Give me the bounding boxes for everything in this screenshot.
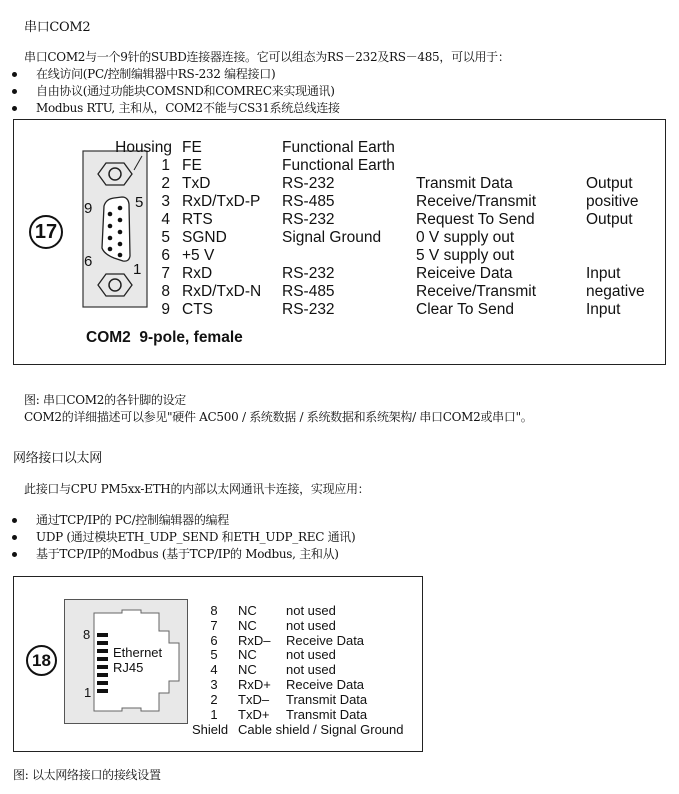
section-title-com2: 串口COM2 — [24, 20, 91, 35]
figure-number-badge: 18 — [26, 645, 57, 676]
bullet-icon — [12, 518, 17, 523]
list-item: Modbus RTU, 主和从，COM2不能与CS31系统总线连接 — [36, 101, 340, 115]
pin-label-5: 5 — [135, 194, 144, 211]
figure-inner-caption: COM2 9-pole, female — [86, 329, 243, 346]
pin-label-9: 9 — [84, 200, 93, 217]
description-column: not used not used Receive Data not used not used Receive Data Transmit Data Transmit Data — [286, 603, 368, 722]
figure-note-com2: COM2的详细描述可以参见"硬件 AC500 / 系统数据 / 系统数据和系统架构/ 串口COM2或串口"。 — [24, 410, 533, 424]
figure-com2-pinout — [13, 119, 666, 365]
rj45-pin-label-1: 1 — [84, 685, 92, 700]
pin-label-1: 1 — [133, 261, 142, 278]
bullet-icon — [12, 72, 17, 77]
bullet-icon — [12, 535, 17, 540]
bullet-icon — [12, 89, 17, 94]
rj45-label: Ethernet RJ45 — [113, 645, 163, 675]
shield-description: Cable shield / Signal Ground — [238, 722, 404, 737]
list-item: UDP (通过模块ETH_UDP_SEND 和ETH_UDP_REC 通讯) — [36, 530, 356, 544]
list-item: 基于TCP/IP的Modbus (基于TCP/IP的 Modbus, 主和从) — [36, 547, 339, 561]
section-title-ethernet: 网络接口以太网 — [13, 451, 102, 466]
section-intro-ethernet: 此接口与CPU PM5xx-ETH的内部以太网通讯卡连接，实现应用： — [24, 482, 370, 496]
bullet-icon — [12, 106, 17, 111]
bullet-icon — [12, 552, 17, 557]
signal-column: NC NC RxD– NC NC RxD+ TxD– TxD+ — [238, 603, 271, 722]
direction-column: Output positive Output Input negative Input — [586, 175, 645, 318]
figure-ethernet-pinout — [13, 576, 423, 752]
list-item: 自由协议(通过功能块COMSND和COMREC来实现通讯) — [36, 84, 335, 98]
interface-column: Functional Earth Functional Earth RS-232 RS-485 RS-232 Signal Ground RS-232 RS-485 RS-232 — [282, 139, 395, 318]
pin-column: Housing 1 2 3 4 5 6 7 8 9 — [115, 139, 172, 318]
pin-column: 8 7 6 5 4 3 2 1 — [210, 603, 218, 722]
list-item: 在线访问(PC/控制编辑器中RS-232 编程接口) — [36, 67, 276, 81]
description-column: Transmit Data Receive/Transmit Request To Send 0 V supply out 5 V supply out Reiceive Data Receive/Transmit Clear To Send — [416, 175, 537, 318]
rj45-pin-label-8: 8 — [83, 627, 91, 642]
list-item: 通过TCP/IP的 PC/控制编辑器的编程 — [36, 513, 229, 527]
pin-label-6: 6 — [84, 253, 93, 270]
section-intro-com2: 串口COM2与一个9针的SUBD连接器连接。它可以组态为RS－232及RS－485，可以用于： — [24, 50, 510, 64]
com2-pin-table — [14, 139, 664, 324]
shield-pin: Shield — [192, 722, 229, 737]
figure-number-badge: 17 — [29, 215, 63, 249]
ethernet-pin-table — [14, 604, 414, 744]
signal-column: FE FE TxD RxD/TxD-P RTS SGND +5 V RxD RxD/TxD-N CTS — [182, 139, 262, 318]
figure-caption-com2: 图: 串口COM2的各针脚的设定 — [24, 393, 186, 407]
figure-caption-ethernet: 图: 以太网络接口的接线设置 — [13, 768, 161, 782]
